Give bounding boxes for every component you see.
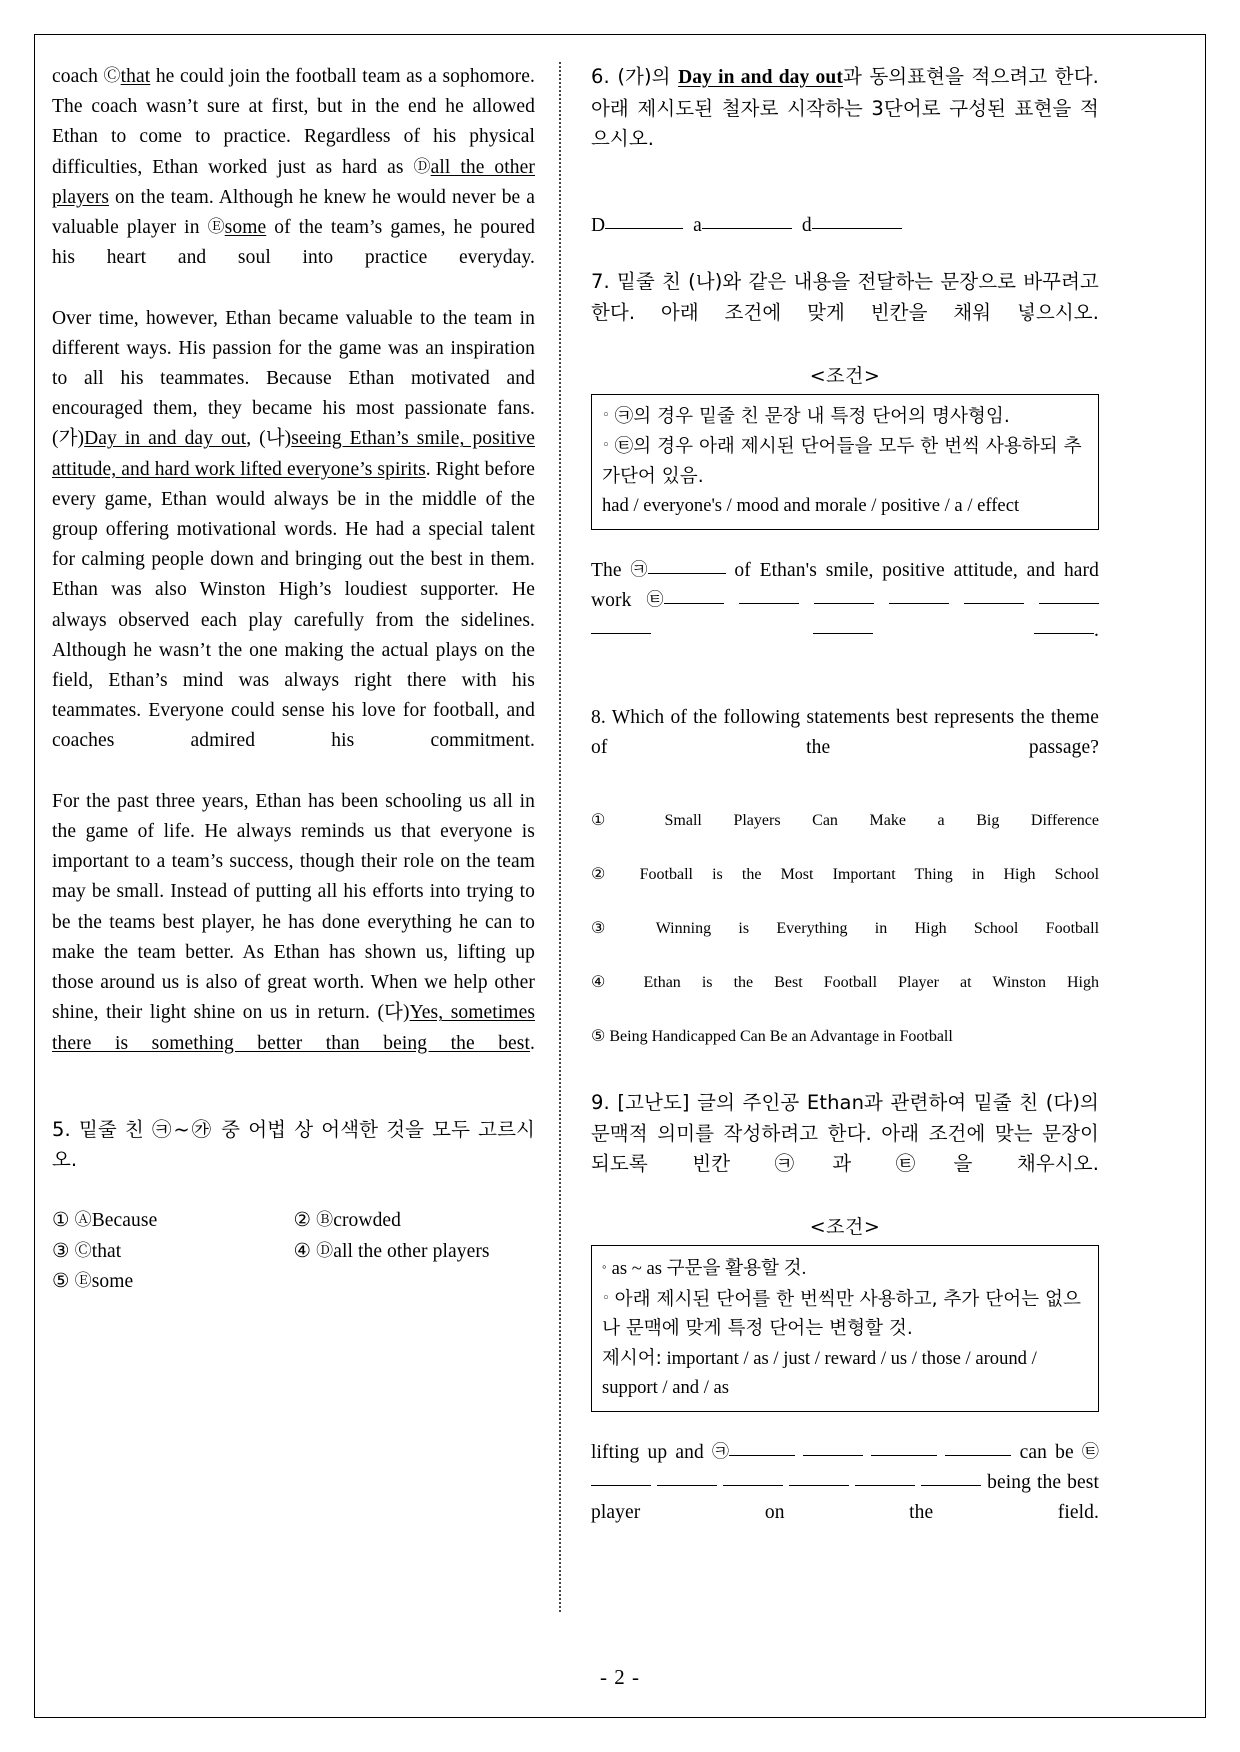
answer-blank[interactable] (871, 1455, 937, 1456)
answer-blank[interactable] (723, 1485, 783, 1486)
option-label: that (91, 1240, 122, 1262)
marker-c-icon: Ⓒ (74, 1240, 92, 1260)
question-7-number: 7. (591, 270, 610, 294)
answer-blank[interactable] (945, 1455, 1011, 1456)
marker-d-icon: Ⓓ (413, 156, 431, 176)
answer-text: of Ethan's smile, positive attitude, and hard work (591, 559, 1099, 611)
label-da: (다) (377, 1002, 410, 1024)
spacer (591, 241, 1099, 267)
question-9-number: 9. (591, 1091, 610, 1115)
bullet-icon: ◦ (602, 438, 610, 454)
option-number: ④ (293, 1240, 312, 1262)
spacer (591, 677, 1099, 703)
option-number: ④ (591, 974, 623, 992)
question-8-prompt (591, 703, 1099, 795)
marker-c-icon: Ⓒ (103, 66, 121, 85)
option-label: crowded (333, 1210, 402, 1232)
bullet-icon: ◦ (602, 407, 610, 423)
question-9-prompt (591, 1088, 1099, 1210)
passage-text: . Right before every game, Ethan would always be in the middle of the group offering motivational words. He had a special talent for calming people down and bringing out the best in them. Ethan was also Winston High’s loudiest supporter. He always observed each play carefully from the sidelines. Although he wasn’t the one making the actual plays on the field, Ethan’s mind was always right there with his teammates. Everyone could sense his love for football, and coaches admired his commitment. (52, 458, 535, 752)
answer-blank[interactable] (1034, 633, 1094, 634)
question-5-prompt (52, 1115, 535, 1207)
marker-a-icon: Ⓐ (74, 1210, 92, 1230)
underline-seeing-ethans-smile: seeing Ethan’s smile, positive attitude, and hard work lifted everyone’s spirits (52, 428, 536, 480)
question-6-number: 6. (591, 65, 610, 88)
condition-text: ㉫의 경우 아래 제시된 단어들을 모두 한 번씩 사용하되 추가단어 있음. (602, 436, 1082, 487)
spacer (591, 530, 1099, 556)
option-item-3[interactable] (52, 1237, 294, 1267)
spacer (52, 1089, 535, 1115)
option-item-2[interactable] (591, 864, 1099, 902)
answer-text: can be (1011, 1441, 1082, 1463)
passage-paragraph-2 (52, 304, 535, 787)
answer-blank[interactable] (664, 603, 724, 604)
passage-text: For the past three years, Ethan has been schooling us all in the game of life. He always reminds us that everyone is important to a team’s success, though their role on the team may be small. Instead of putting all his efforts into trying to be the teams best player, he has done everything he can to make the team better. As Ethan has shown us, lifting up those around us is also of great worth. When we help other shine, their light shine on us in return. (52, 790, 535, 1024)
option-row (52, 1267, 535, 1297)
option-label: Because (91, 1210, 158, 1232)
option-label: all the other players (333, 1240, 490, 1262)
underline-that: that (120, 66, 151, 87)
answer-blank[interactable] (964, 603, 1024, 604)
condition-line (602, 1252, 1088, 1284)
option-cell (294, 1206, 536, 1236)
bullet-icon: ◦ (602, 1290, 610, 1306)
option-label: some (91, 1270, 134, 1292)
option-label: Ethan is the Best Football Player at Winston High (643, 974, 1099, 992)
passage-text: Over time, however, Ethan became valuable to the team in different ways. His passion for the game was an inspiration to all his teammates. Because Ethan motivated and encouraged them, they became his most passionate fans. (52, 307, 535, 420)
question-9-word-bank (602, 1344, 1088, 1403)
option-number: ① (52, 1210, 70, 1232)
page-number: - 2 - (600, 1665, 640, 1689)
option-cell (52, 1206, 294, 1236)
passage-text: on the team. Although he knew he would never be a valuable player in (52, 186, 535, 239)
option-number: ① (591, 812, 633, 830)
option-item-4[interactable] (294, 1237, 536, 1267)
answer-blank[interactable] (657, 1485, 717, 1486)
answer-blank[interactable] (1039, 603, 1099, 604)
answer-blank[interactable] (803, 1455, 863, 1456)
marker-circ-b-icon: ㉫ (1081, 1441, 1099, 1461)
bold-day-in-and-day-out: Day in and day out (678, 67, 843, 88)
question-8-text: Which of the following statements best represents the theme of the passage? (591, 706, 1099, 759)
marker-circ-b-icon: ㉫ (646, 589, 664, 609)
question-9-text: [고난도] 글의 주인공 Ethan과 관련하여 밑줄 친 (다)의 문맥적 의미를 작성하려고 한다. 아래 조건에 맞는 문장이 되도록 빈칸 ㉪과 ㉫을 채우시오. (591, 1091, 1099, 1176)
passage-paragraph-1 (52, 62, 535, 304)
answer-initial-2: a (693, 215, 702, 236)
answer-initial-3: d (801, 215, 812, 236)
option-label: Football is the Most Important Thing in High School (639, 866, 1100, 884)
marker-e-icon: Ⓔ (207, 217, 225, 237)
option-item-3[interactable] (591, 918, 1099, 956)
question-9-condition-box (591, 1245, 1099, 1412)
question-7-answer-line[interactable]: The ㉪ of Ethan's smile, positive attitude, and hard work ㉫ . (591, 559, 1099, 642)
answer-blank[interactable] (814, 603, 874, 604)
question-8-options (591, 810, 1099, 1046)
answer-blank[interactable] (648, 573, 726, 574)
option-item-4[interactable] (591, 972, 1099, 1010)
condition-text: ㉪의 경우 밑줄 친 문장 내 특정 단어의 명사형임. (614, 405, 1010, 427)
question-6-answer-line[interactable] (591, 211, 1099, 241)
question-9-answer-line[interactable] (591, 1438, 1099, 1559)
option-label: Winning is Everything in High School Football (655, 920, 1100, 938)
word-bank-text: important / as / just / reward / us / those / around / support / and / as (602, 1347, 1037, 1399)
marker-b-icon: Ⓑ (316, 1210, 334, 1230)
marker-d-icon: Ⓓ (316, 1240, 334, 1260)
option-number: ② (293, 1210, 312, 1232)
answer-blank[interactable] (813, 633, 873, 634)
marker-circ-a-icon: ㉪ (711, 1441, 730, 1461)
underline-all-the-other-players: all the other players (52, 156, 535, 208)
answer-blank[interactable] (739, 603, 799, 604)
question-8-number: 8. (591, 706, 606, 728)
option-number: ③ (591, 920, 629, 938)
question-6-text-pre: (가)의 (617, 65, 679, 88)
label-ga: (가) (52, 428, 85, 450)
option-number: ⑤ (52, 1270, 70, 1292)
condition-text: as ~ as 구문을 활용할 것. (611, 1258, 807, 1280)
option-row (52, 1206, 535, 1236)
option-item-1[interactable] (52, 1206, 294, 1236)
spacer (591, 1062, 1099, 1088)
question-5-number: 5. (52, 1117, 71, 1141)
answer-blank[interactable] (889, 603, 949, 604)
option-number: ⑤ (591, 1028, 606, 1046)
column-divider (559, 62, 561, 1612)
marker-circ-a-icon: ㉪ (630, 559, 648, 579)
question-6-prompt (591, 62, 1099, 185)
question-7-text: 밑줄 친 (나)와 같은 내용을 전달하는 문장으로 바꾸려고 한다. 아래 조건에 맞게 빈칸을 채워 넣으시오. (591, 270, 1099, 324)
bullet-icon: ◦ (602, 1259, 607, 1275)
condition-line (602, 431, 1088, 491)
passage-text: coach (52, 66, 104, 87)
answer-blank[interactable] (591, 633, 651, 634)
option-cell (294, 1267, 536, 1297)
spacer (591, 185, 1099, 211)
passage-text: , (246, 428, 260, 450)
question-7-prompt (591, 267, 1099, 359)
passage-paragraph-3 (52, 787, 535, 1089)
spacer (591, 1412, 1099, 1438)
answer-text: being the best player on the field. (591, 1471, 1099, 1523)
option-cell (52, 1267, 294, 1297)
answer-blank[interactable] (702, 228, 792, 229)
page-content (52, 62, 1188, 1612)
answer-blank[interactable] (729, 1455, 795, 1456)
marker-e-icon: Ⓔ (74, 1270, 92, 1290)
option-number: ③ (52, 1240, 70, 1262)
answer-blank[interactable] (789, 1485, 849, 1486)
question-5-options (52, 1206, 535, 1297)
underline-some: some (224, 217, 267, 239)
option-row (52, 1237, 535, 1267)
question-7-word-bank: had / everyone's / mood and morale / positive / a / effect (602, 495, 1020, 517)
option-cell (52, 1237, 294, 1267)
option-label: Small Players Can Make a Big Difference (664, 812, 1100, 830)
underline-yes-sometimes: Yes, sometimes there is something better than being the best (52, 1002, 536, 1054)
option-item-5[interactable] (52, 1267, 294, 1297)
question-9-condition-title: <조건> (809, 1216, 881, 1239)
question-5-text: 밑줄 친 ㉪~㉮ 중 어법 상 어색한 것을 모두 고르시오. (52, 1117, 535, 1172)
question-7-condition-box (591, 394, 1099, 530)
underline-day-in-and-day-out: Day in and day out (84, 428, 247, 450)
option-item-5[interactable] (591, 1026, 1099, 1046)
passage-text: he could join the football team as a sophomore. The coach wasn’t sure at first, but in the end he allowed Ethan to come to practice. Regardless of his physical difficulties, Ethan worked just as hard as (52, 66, 535, 178)
answer-text: The (591, 559, 631, 581)
answer-text: lifting up and (591, 1441, 712, 1463)
answer-initial-1: D (591, 215, 606, 236)
answer-blank[interactable] (855, 1485, 915, 1486)
word-bank-label: 제시어: (602, 1347, 662, 1369)
option-number: ② (591, 866, 621, 884)
option-label: Being Handicapped Can Be an Advantage in Football (609, 1028, 953, 1046)
option-cell (294, 1237, 536, 1267)
condition-line (602, 1284, 1088, 1344)
answer-blank[interactable] (921, 1485, 981, 1486)
answer-blank[interactable] (812, 228, 902, 229)
question-6-text-post: 과 동의표현을 적으려고 한다. 아래 제시도된 철자로 시작하는 3단어로 구성된 표현을 적으시오. (591, 65, 1099, 150)
condition-text: 아래 제시된 단어를 한 번씩만 사용하고, 추가 단어는 없으나 문맥에 맞게 특정 단어는 변형할 것. (602, 1288, 1081, 1340)
right-column (579, 62, 1099, 1612)
option-item-1[interactable] (591, 810, 1099, 848)
passage-text: of the team’s games, he poured his heart and soul into practice everyday. (52, 217, 535, 269)
option-item-2[interactable] (294, 1206, 536, 1236)
answer-blank[interactable] (591, 1485, 651, 1486)
left-column (52, 62, 549, 1612)
passage-text: . (530, 1032, 535, 1054)
condition-line (602, 401, 1088, 432)
question-7-condition-title: <조건> (809, 364, 881, 387)
label-na: (나) (259, 428, 292, 450)
answer-blank[interactable] (605, 228, 683, 229)
